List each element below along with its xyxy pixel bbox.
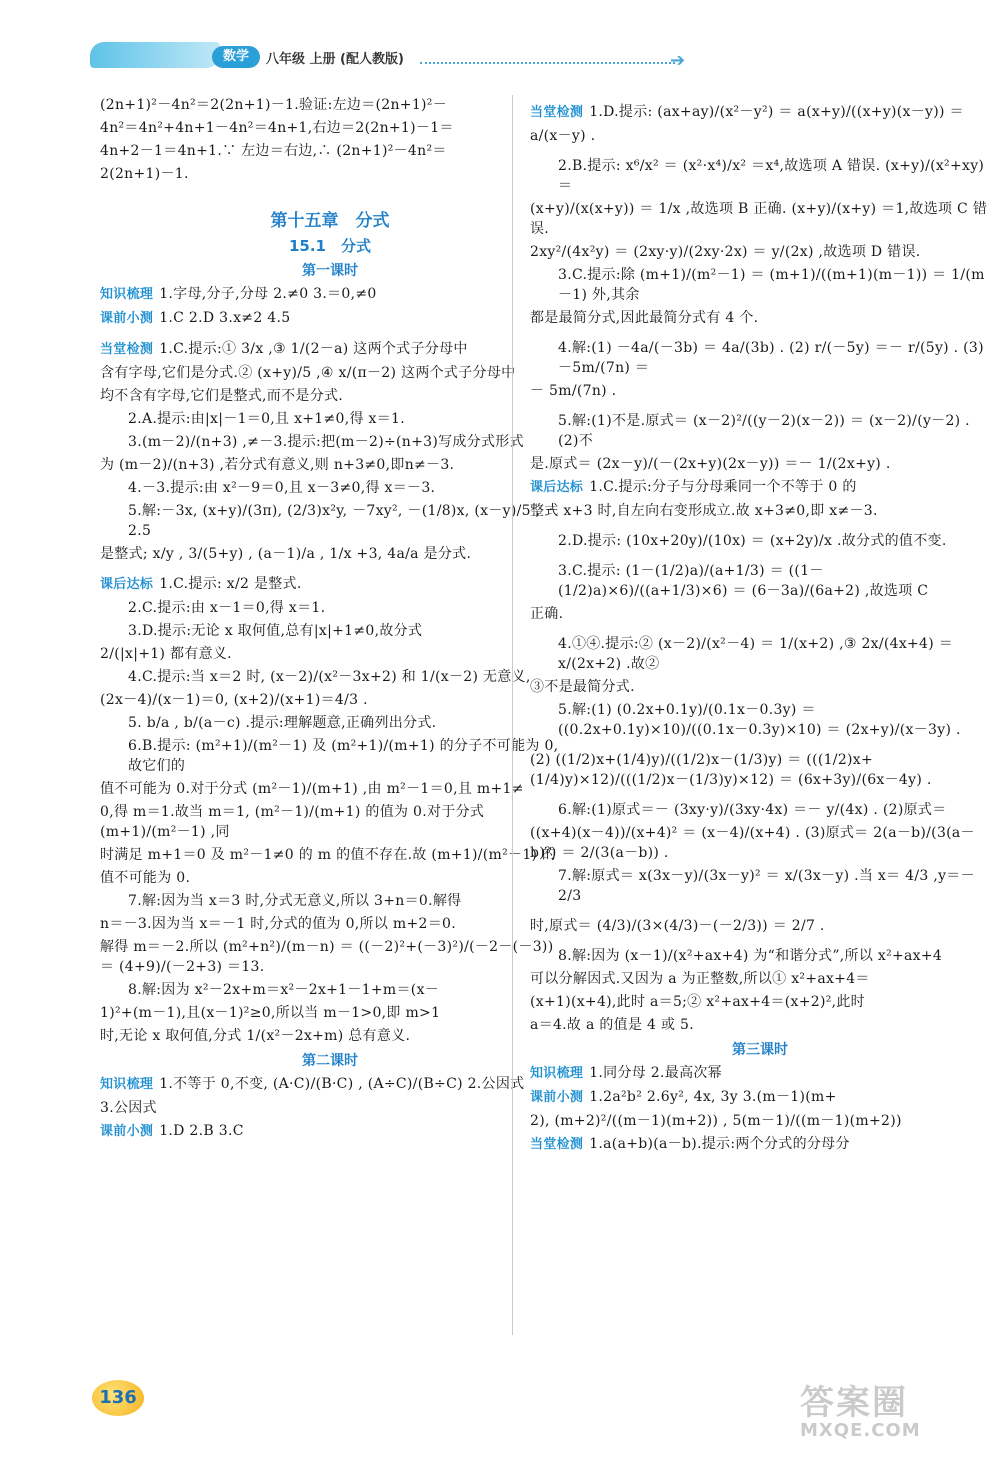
section-tag: 当堂检测 xyxy=(530,1137,584,1152)
line-text: 值不可能为 0.对于分式 (m²－1)/(m+1) ,由 m²－1＝0,且 m+1≠ xyxy=(100,781,524,797)
left-column xyxy=(100,92,560,1145)
section-tag: 课前小测 xyxy=(100,1124,154,1139)
text-line xyxy=(530,823,990,863)
line-text: 3.(m－2)/(n+3) ,≠－3.提示:把(m－2)÷(n+3)写成分式形式 xyxy=(128,434,524,450)
text-line xyxy=(100,980,560,1000)
text-line xyxy=(100,386,560,406)
text-line xyxy=(100,409,560,429)
section-tag: 知识梳理 xyxy=(100,287,154,302)
text-line xyxy=(100,644,560,664)
text-line xyxy=(100,713,560,733)
line-text: 1.C.提示:① 3/x ,③ 1/(2－a) 这两个式子分母中 xyxy=(159,341,468,357)
text-line xyxy=(530,411,990,451)
line-text: (x+y)/(x(x+y)) ＝ 1/x ,故选项 B 正确. (x+y)/(x+y) ＝1,故选项 C 错误. xyxy=(530,201,988,237)
line-text: 1.C.提示: x/2 是整式. xyxy=(159,576,302,592)
text-line xyxy=(100,95,560,115)
line-text: 第三课时 xyxy=(732,1042,788,1058)
text-line xyxy=(530,1087,990,1108)
line-text: 5.解:(1) (0.2x+0.1y)/(0.1x－0.3y) ＝ ((0.2x+0.1y)×10)/((0.1x－0.3y)×10) ＝ (2x+y)/(x－3y) . xyxy=(558,702,961,738)
text-line xyxy=(530,750,990,790)
text-line xyxy=(530,338,990,378)
line-text: 是整式; x/y , 3/(5+y) , (a－1)/a , 1/x +3, 4a/a 是分式. xyxy=(100,546,472,562)
line-text: 1.2a²b² 2.6y², 4x, 3y 3.(m－1)(m+ xyxy=(589,1089,837,1105)
lesson-title xyxy=(100,1050,560,1070)
text-line xyxy=(100,363,560,383)
line-text: 整式 x+3 时,自左向右变形成立.故 x+3≠0,即 x≠－3. xyxy=(530,503,878,519)
text-line xyxy=(530,531,990,551)
text-line xyxy=(530,308,990,328)
line-text: 1.不等于 0,不变, (A·C)/(B·C) , (A÷C)/(B÷C) 2.公因式 xyxy=(159,1076,525,1092)
text-line xyxy=(530,501,990,521)
line-text: 5. b/a , b/(a－c) .提示:理解题意,正确列出分式. xyxy=(128,715,437,731)
line-text: 5.解:－3x, (x+y)/(3π), (2/3)x²y, －7xy², －(1/8)x, (x－y)/5 , －2.5 xyxy=(128,503,560,539)
text-line xyxy=(530,381,990,401)
line-text: 第二课时 xyxy=(302,1053,358,1069)
text-line xyxy=(530,969,990,989)
text-line xyxy=(530,946,990,966)
text-line xyxy=(530,561,990,601)
text-line xyxy=(100,118,560,138)
text-line xyxy=(100,141,560,161)
section-tag: 课前小测 xyxy=(530,1090,584,1105)
line-text: 1.D.提示: (ax+ay)/(x²－y²) ＝ a(x+y)/((x+y)(x－y)) ＝ xyxy=(589,104,964,120)
text-line xyxy=(100,339,560,360)
line-text: 4n+2－1＝4n+1.∵ 左边＝右边,∴ (2n+1)²－4n²＝ xyxy=(100,143,447,159)
text-line xyxy=(100,1121,560,1142)
line-text: 2.A.提示:由|x|－1＝0,且 x+1≠0,得 x＝1. xyxy=(128,411,406,427)
page-number: 136 xyxy=(92,1380,144,1416)
line-text: 7.解:原式＝ x(3x－y)/(3x－y)² ＝ x/(3x－y) .当 x＝ 4/3 ,y＝－ 2/3 xyxy=(558,868,975,904)
line-text: 1.C 2.D 3.x≠2 4.5 xyxy=(159,310,291,326)
line-text: 3.C.提示:除 (m+1)/(m²－1) ＝ (m+1)/((m+1)(m－1)) ＝ 1/(m－1) 外,其余 xyxy=(558,267,985,303)
text-line xyxy=(100,501,560,541)
text-line xyxy=(100,455,560,475)
text-line xyxy=(100,544,560,564)
right-column xyxy=(530,92,990,1158)
line-text: ((x+4)(x－4))/(x+4)² ＝ (x－4)/(x+4) . (3)原式＝ 2(a－b)/(3(a－b)²) ＝ 2/(3(a－b)) . xyxy=(530,825,975,861)
line-text: ③不是最简分式. xyxy=(530,679,635,695)
text-line xyxy=(100,891,560,911)
line-text: 1)²+(m－1),且(x－1)²≥0,所以当 m－1>0,即 m>1 xyxy=(100,1005,441,1021)
text-line xyxy=(100,574,560,595)
text-line xyxy=(530,866,990,906)
line-text: 15.1 分式 xyxy=(288,237,371,255)
line-text: 1.C.提示:分子与分母乘同一个不等于 0 的 xyxy=(589,479,857,495)
line-text: 3.C.提示: (1－(1/2)a)/(a+1/3) ＝ ((1－(1/2)a)×6)/((a+1/3)×6) ＝ (6－3a)/(6a+2) ,故选项 C xyxy=(558,563,929,599)
line-text: 时,原式＝ (4/3)/(3×(4/3)－(－2/3)) ＝ 2/7 . xyxy=(530,918,825,934)
text-line xyxy=(530,477,990,498)
line-text: 1.同分母 2.最高次幂 xyxy=(589,1065,722,1081)
text-line xyxy=(530,677,990,697)
line-text: 1.字母,分子,分母 2.≠0 3.＝0,≠0 xyxy=(159,286,377,302)
text-line xyxy=(100,1026,560,1046)
section-tag: 当堂检测 xyxy=(100,342,154,357)
section-tag: 课后达标 xyxy=(530,480,584,495)
text-line xyxy=(530,126,990,146)
text-line xyxy=(100,621,560,641)
lesson-title xyxy=(100,260,560,280)
subject-badge: 数学 xyxy=(212,46,260,68)
text-line xyxy=(530,102,990,123)
line-text: a/(x－y) . xyxy=(530,128,596,144)
line-text: 3.公因式 xyxy=(100,1100,157,1116)
line-text: 时满足 m+1＝0 及 m²－1≠0 的 m 的值不存在.故 (m+1)/(m²－1) 的 xyxy=(100,847,557,863)
text-line xyxy=(100,164,560,184)
line-text: 第一课时 xyxy=(302,263,358,279)
line-text: (2n+1)²－4n²＝2(2n+1)－1.验证:左边＝(2n+1)²－ xyxy=(100,97,447,113)
text-line xyxy=(530,604,990,624)
text-line xyxy=(100,1074,560,1095)
line-text: 4.解:(1) －4a/(－3b) ＝ 4a/(3b) . (2) r/(－5y) ＝－ r/(5y) . (3) －5m/(7n) ＝ xyxy=(558,340,984,376)
header-dotted-line xyxy=(420,62,675,64)
text-line xyxy=(100,598,560,618)
page-header xyxy=(0,0,1000,90)
line-text: 2(2n+1)－1. xyxy=(100,166,189,182)
text-line xyxy=(530,1015,990,1035)
section-tag: 课前小测 xyxy=(100,311,154,326)
line-text: (x+1)(x+4),此时 a＝5;② x²+ax+4＝(x+2)²,此时 xyxy=(530,994,865,1010)
text-line xyxy=(100,779,560,799)
line-text: 含有字母,它们是分式.② (x+y)/5 ,④ x/(π－2) 这两个式子分母中 xyxy=(100,365,516,381)
text-line xyxy=(530,265,990,305)
chapter-title xyxy=(100,206,560,231)
line-text: 4n²＝4n²+4n+1－4n²＝4n+1,右边＝2(2n+1)－1＝ xyxy=(100,120,454,136)
text-line xyxy=(100,868,560,888)
line-text: 为 (m－2)/(n+3) ,若分式有意义,则 n+3≠0,即n≠－3. xyxy=(100,457,455,473)
line-text: 3.D.提示:无论 x 取何值,总有|x|+1≠0,故分式 xyxy=(128,623,423,639)
line-text: 6.B.提示: (m²+1)/(m²－1) 及 (m²+1)/(m+1) 的分子不可能为 0,故它们的 xyxy=(128,738,559,774)
lesson-title xyxy=(530,1039,990,1059)
section-title xyxy=(100,235,560,256)
watermark-text: 答案圈 xyxy=(800,1383,908,1423)
line-text: 2.C.提示:由 x－1＝0,得 x＝1. xyxy=(128,600,326,616)
text-line xyxy=(100,284,560,305)
section-tag: 知识梳理 xyxy=(530,1066,584,1081)
section-tag: 课后达标 xyxy=(100,577,154,592)
text-line xyxy=(530,1134,990,1155)
text-line xyxy=(530,199,990,239)
text-line xyxy=(530,454,990,474)
text-line xyxy=(100,1098,560,1118)
text-line xyxy=(530,700,990,740)
line-text: (2) ((1/2)x+(1/4)y)/((1/2)x－(1/3)y) ＝ (((1/2)x+(1/4)y)×12)/(((1/2)x－(1/3)y)×12) ＝ (6x+3y)/(6x－4y) . xyxy=(530,752,932,788)
line-text: 0,得 m＝1.故当 m＝1, (m²－1)/(m+1) 的值为 0.对于分式 (m+1)/(m²－1) ,同 xyxy=(100,804,485,840)
line-text: 4.①④.提示:② (x－2)/(x²－4) ＝ 1/(x+2) ,③ 2x/(4x+4) ＝ x/(2x+2) .故② xyxy=(558,636,954,672)
line-text: － 5m/(7n) . xyxy=(530,383,617,399)
line-text: 都是最简分式,因此最简分式有 4 个. xyxy=(530,310,759,326)
line-text: 2.B.提示: x⁶/x² ＝ (x²·x⁴)/x² ＝x⁴,故选项 A 错误. (x+y)/(x²+xy) ＝ xyxy=(558,158,985,194)
text-line xyxy=(530,1111,990,1131)
text-line xyxy=(100,690,560,710)
text-line xyxy=(100,1003,560,1023)
line-text: 8.解:因为 (x－1)/(x²+ax+4) 为“和谐分式”,所以 x²+ax+4 xyxy=(558,948,943,964)
line-text: 可以分解因式.又因为 a 为正整数,所以① x²+ax+4＝ xyxy=(530,971,870,987)
line-text: 均不含有字母,它们是整式,而不是分式. xyxy=(100,388,344,404)
header-arrow-icon: ➔ xyxy=(670,50,686,71)
text-line xyxy=(100,914,560,934)
section-tag: 当堂检测 xyxy=(530,105,584,120)
line-text: n＝－3.因为当 x＝－1 时,分式的值为 0,所以 m+2＝0. xyxy=(100,916,456,932)
text-line xyxy=(100,432,560,452)
line-text: 2/(|x|+1) 都有意义. xyxy=(100,646,232,662)
text-line xyxy=(100,736,560,776)
line-text: (2x－4)/(x－1)＝0, (x+2)/(x+1)＝4/3 . xyxy=(100,692,368,708)
line-text: 4.－3.提示:由 x²－9＝0,且 x－3≠0,得 x＝－3. xyxy=(128,480,436,496)
header-swoosh-decoration xyxy=(90,42,220,68)
line-text: 解得 m＝－2.所以 (m²+n²)/(m－n) ＝ ((－2)²+(－3)²)/(－2－(－3)) ＝ (4+9)/(－2+3) ＝13. xyxy=(100,939,554,975)
text-line xyxy=(100,845,560,865)
line-text: 4.C.提示:当 x＝2 时, (x－2)/(x²－3x+2) 和 1/(x－2) 无意义, xyxy=(128,669,531,685)
text-line xyxy=(100,478,560,498)
header-title: 八年级 上册 (配人教版) xyxy=(266,52,404,67)
line-text: 6.解:(1)原式＝－ (3xy·y)/(3xy·4x) ＝－ y/(4x) . (2)原式＝ xyxy=(558,802,947,818)
line-text: 2.D.提示: (10x+20y)/(10x) ＝ (x+2y)/x .故分式的值不变. xyxy=(558,533,947,549)
text-line xyxy=(100,802,560,842)
line-text: a＝4.故 a 的值是 4 或 5. xyxy=(530,1017,694,1033)
text-line xyxy=(530,992,990,1012)
text-line xyxy=(530,156,990,196)
line-text: 正确. xyxy=(530,606,564,622)
text-line xyxy=(100,308,560,329)
text-line xyxy=(530,800,990,820)
line-text: 2), (m+2)²/((m－1)(m+2)) , 5(m－1)/((m－1)(m+2)) xyxy=(530,1113,902,1129)
section-tag: 知识梳理 xyxy=(100,1077,154,1092)
column-divider xyxy=(512,95,513,1335)
text-line xyxy=(100,667,560,687)
line-text: 5.解:(1)不是.原式＝ (x－2)²/((y－2)(x－2)) ＝ (x－2)/(y－2) . (2)不 xyxy=(558,413,970,449)
text-line xyxy=(530,634,990,674)
watermark-logo xyxy=(800,1385,990,1445)
text-line xyxy=(530,916,990,936)
line-text: 值不可能为 0. xyxy=(100,870,191,886)
text-line xyxy=(100,937,560,977)
line-text: 2xy²/(4x²y) ＝ (2xy·y)/(2xy·2x) ＝ y/(2x) ,故选项 D 错误. xyxy=(530,244,921,260)
text-line xyxy=(530,242,990,262)
line-text: 第十五章 分式 xyxy=(270,211,390,231)
text-line xyxy=(530,1063,990,1084)
line-text: 是.原式＝ (2x－y)/(－(2x+y)(2x－y)) ＝－ 1/(2x+y) . xyxy=(530,456,891,472)
line-text: 时,无论 x 取何值,分式 1/(x²－2x+m) 总有意义. xyxy=(100,1028,411,1044)
line-text: 8.解:因为 x²－2x+m＝x²－2x+1－1+m＝(x－ xyxy=(128,982,440,998)
watermark-url: MXQE.COM xyxy=(800,1420,921,1441)
line-text: 1.a(a+b)(a－b).提示:两个分式的分母分 xyxy=(589,1136,850,1152)
line-text: 1.D 2.B 3.C xyxy=(159,1123,244,1139)
line-text: 7.解:因为当 x＝3 时,分式无意义,所以 3+n＝0.解得 xyxy=(128,893,462,909)
